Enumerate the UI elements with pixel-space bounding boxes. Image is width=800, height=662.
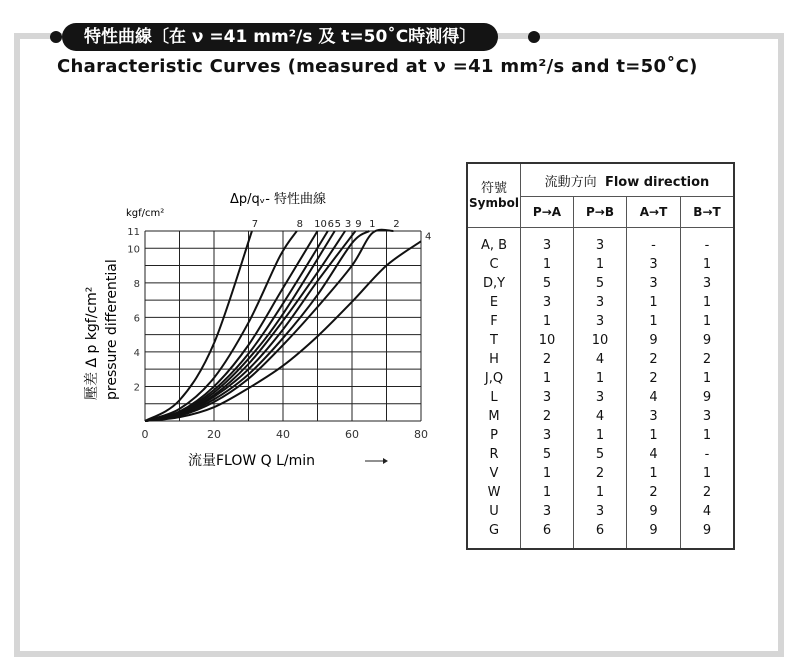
y-axis-unit: kgf/cm² [126,208,165,219]
y-tick-label: 2 [133,382,140,394]
value-cell: 1 [521,312,574,331]
table-row [467,407,734,426]
value-cell: - [681,228,735,256]
value-cell: 9 [627,331,681,350]
symbol-cell: U [467,502,521,521]
curve-label: 10 [314,219,327,230]
value-cell: 10 [574,331,627,350]
value-cell: 1 [681,369,735,388]
y-tick-label: 4 [133,347,140,359]
value-cell: - [681,445,735,464]
value-cell: 1 [681,464,735,483]
table-row [467,388,734,407]
value-cell: 3 [627,274,681,293]
symbol-cell: G [467,521,521,549]
chart-title: Δp/qᵥ- 特性曲線 [230,192,327,207]
value-cell: 9 [681,388,735,407]
symbol-cell: A, B [467,228,521,256]
column-header: B→T [681,197,735,228]
curve-label: 2 [393,219,400,230]
symbol-cell: P [467,426,521,445]
curve-line [145,231,369,421]
table-row [467,502,734,521]
y-axis-label-cn: 壓差 Δ p kgf/cm² [84,286,100,400]
table-row [467,464,734,483]
value-cell: 3 [681,274,735,293]
symbol-cell: M [467,407,521,426]
title-right-dot [528,31,540,43]
value-cell: 2 [681,350,735,369]
characteristic-curve-chart [78,186,448,476]
value-cell: 1 [627,312,681,331]
value-cell: 1 [521,369,574,388]
column-header: P→A [521,197,574,228]
value-cell: 3 [521,228,574,256]
curve-label: 8 [296,219,303,230]
y-tick-label: 10 [127,244,140,256]
curve-label: 3 [344,219,352,230]
value-cell: 2 [681,483,735,502]
x-tick-label: 20 [207,428,221,441]
value-cell: 3 [574,228,627,256]
symbol-cell: E [467,293,521,312]
value-cell: 3 [574,388,627,407]
value-cell: - [627,228,681,256]
x-axis-label: 流量FLOW Q L/min [188,453,316,469]
value-cell: 5 [574,274,627,293]
table-row [467,369,734,388]
table-row [467,293,734,312]
value-cell: 3 [681,407,735,426]
section-subtitle: Characteristic Curves (measured at ν =41 mm²/s and t=50˚C) [57,56,698,77]
column-header: P→B [574,197,627,228]
symbol-cell: J,Q [467,369,521,388]
symbol-cell: R [467,445,521,464]
column-header: A→T [627,197,681,228]
frame-right-border [778,33,784,653]
value-cell: 5 [574,445,627,464]
value-cell: 2 [627,483,681,502]
table-row [467,274,734,293]
curve-label: 5 [334,219,341,230]
value-cell: 2 [574,464,627,483]
flow-direction-en: Flow direction [604,174,710,190]
value-cell: 3 [574,502,627,521]
value-cell: 1 [627,293,681,312]
y-tick-label: 11 [127,227,140,238]
value-cell: 2 [521,350,574,369]
symbol-cell: F [467,312,521,331]
table-row [467,426,734,445]
curve-label: 9 [355,219,362,230]
x-tick-label: 0 [141,428,149,441]
x-axis-arrow-head-icon [383,458,388,464]
value-cell: 3 [521,293,574,312]
table-row [467,255,734,274]
value-cell: 1 [681,293,735,312]
value-cell: 5 [521,445,574,464]
table-body [467,228,734,550]
value-cell: 3 [574,293,627,312]
curve-label: 7 [251,219,259,230]
value-cell: 3 [574,312,627,331]
flow-direction-header [521,163,735,197]
symbol-cell: D,Y [467,274,521,293]
y-axis-label-en: pressure differential [104,259,120,400]
section-title: 特性曲線〔在 ν =41 mm²/s 及 t=50˚C時測得〕 [62,23,498,51]
value-cell: 9 [681,521,735,549]
table-row [467,483,734,502]
frame-left-border [14,33,20,653]
x-tick-label: 60 [345,428,359,441]
table-row [467,350,734,369]
curve-line [145,231,345,421]
symbol-cell: W [467,483,521,502]
symbol-header-cn: 符號 [480,180,507,196]
value-cell: 9 [627,502,681,521]
value-cell: 1 [521,483,574,502]
value-cell: 1 [681,426,735,445]
table-row [467,228,734,256]
value-cell: 6 [521,521,574,549]
table-row [467,445,734,464]
x-tick-label: 40 [276,428,290,441]
x-tick-label: 80 [414,428,428,441]
frame-bottom-border [14,651,784,657]
value-cell: 3 [627,255,681,274]
table-row [467,312,734,331]
value-cell: 4 [627,388,681,407]
value-cell: 1 [681,312,735,331]
value-cell: 2 [521,407,574,426]
value-cell: 5 [521,274,574,293]
value-cell: 2 [627,369,681,388]
value-cell: 1 [521,255,574,274]
value-cell: 1 [627,464,681,483]
value-cell: 3 [521,426,574,445]
value-cell: 10 [521,331,574,350]
curve-line [145,231,355,421]
value-cell: 3 [521,502,574,521]
curve-line [145,231,252,421]
symbol-cell: C [467,255,521,274]
table-row [467,331,734,350]
symbol-header-en: Symbol [469,195,519,210]
curve-label: 6 [327,219,335,230]
symbol-header [467,163,521,228]
value-cell: 6 [574,521,627,549]
y-tick-label: 6 [133,313,140,325]
symbol-cell: L [467,388,521,407]
value-cell: 1 [681,255,735,274]
table-row [467,521,734,549]
value-cell: 2 [627,350,681,369]
value-cell: 3 [521,388,574,407]
value-cell: 1 [574,426,627,445]
value-cell: 4 [574,350,627,369]
value-cell: 4 [627,445,681,464]
y-tick-label: 8 [133,278,140,290]
title-left-dot [50,31,62,43]
symbol-cell: V [467,464,521,483]
value-cell: 1 [574,483,627,502]
symbol-flow-table [466,162,735,550]
flow-direction-cn: 流動方向 [544,174,597,190]
value-cell: 1 [521,464,574,483]
value-cell: 9 [681,331,735,350]
value-cell: 3 [627,407,681,426]
curve-label: 4 [425,231,432,243]
symbol-cell: H [467,350,521,369]
symbol-cell: T [467,331,521,350]
value-cell: 4 [574,407,627,426]
value-cell: 9 [627,521,681,549]
value-cell: 1 [627,426,681,445]
value-cell: 1 [574,255,627,274]
value-cell: 1 [574,369,627,388]
value-cell: 4 [681,502,735,521]
curve-label: 1 [369,219,376,230]
